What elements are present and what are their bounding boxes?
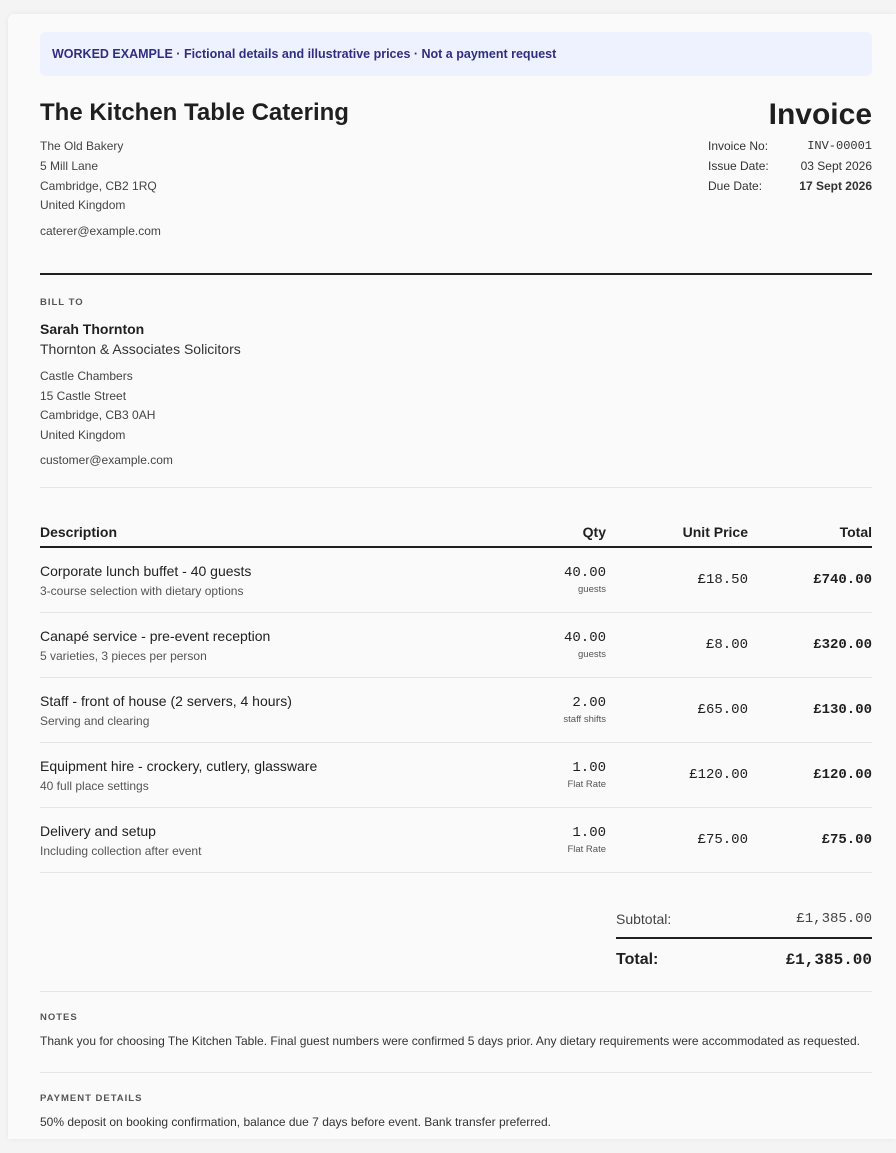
invoice-header (40, 98, 872, 273)
item-unit: Flat Rate (567, 779, 606, 790)
company-address-line: 5 Mill Lane (40, 158, 99, 173)
item-unit: guests (578, 584, 606, 595)
description-cell (40, 613, 480, 678)
item-unit: Flat Rate (567, 844, 606, 855)
table-row (40, 547, 872, 613)
company-address-line: Cambridge, CB2 1RQ (40, 178, 157, 193)
totals-section (40, 873, 872, 991)
table-row (40, 613, 872, 678)
item-subtitle: 5 varieties, 3 pieces per person (40, 649, 207, 663)
customer-address-line: Castle Chambers (40, 369, 133, 383)
item-total: £75.00 (748, 808, 872, 873)
qty-cell (480, 743, 606, 808)
notes-section (40, 992, 872, 1072)
customer-name: Sarah Thornton (40, 321, 145, 337)
invoice-page (8, 14, 896, 1139)
description-header: Description (40, 514, 480, 547)
item-total: £740.00 (748, 547, 872, 613)
total-label: Total: (616, 951, 659, 968)
description-cell (40, 678, 480, 743)
total-header: Total (748, 514, 872, 547)
invoice-title: Invoice (768, 98, 872, 131)
subtotal-label: Subtotal: (616, 911, 672, 927)
qty-header: Qty (480, 514, 606, 547)
customer-address-line: 15 Castle Street (40, 388, 127, 403)
item-title: Equipment hire - crockery, cutlery, glassware (40, 758, 318, 774)
item-subtitle: 40 full place settings (40, 779, 149, 793)
item-unit-price: £75.00 (606, 808, 748, 873)
item-qty: 1.00 (572, 825, 606, 841)
item-qty: 40.00 (563, 565, 606, 581)
customer-address (40, 367, 155, 445)
payment-details-text: 50% deposit on booking confirmation, balance due 7 days before event. Bank transfer preferred. (40, 1115, 551, 1129)
notes-label: NOTES (40, 1012, 78, 1023)
invoice-number-label: Invoice No: (708, 139, 769, 153)
item-qty: 2.00 (572, 695, 606, 711)
company-address-line: United Kingdom (40, 198, 126, 213)
customer-address-line: Cambridge, CB3 0AH (40, 408, 156, 422)
bill-to-label: BILL TO (40, 297, 84, 308)
table-header-row (40, 514, 872, 547)
item-title: Canapé service - pre-event reception (40, 628, 271, 644)
item-unit-price: £65.00 (606, 678, 748, 743)
qty-cell (480, 678, 606, 743)
due-date: 17 Sept 2026 (799, 179, 872, 193)
item-unit: guests (578, 649, 606, 660)
item-unit-price: £8.00 (606, 613, 748, 678)
qty-cell (480, 613, 606, 678)
company-email: caterer@example.com (40, 224, 161, 238)
customer-company: Thornton & Associates Solicitors (40, 341, 241, 357)
worked-example-banner: WORKED EXAMPLE · Fictional details and illustrative prices · Not a payment request (40, 32, 872, 76)
item-title: Corporate lunch buffet - 40 guests (40, 563, 252, 579)
table-row (40, 678, 872, 743)
customer-email: customer@example.com (40, 453, 173, 467)
payment-details-label: PAYMENT DETAILS (40, 1093, 143, 1104)
company-address (40, 137, 157, 216)
total-value: £1,385.00 (785, 951, 872, 969)
bill-to-divider (40, 487, 872, 488)
issue-date-label: Issue Date: (708, 159, 769, 173)
item-subtitle: Including collection after event (40, 844, 202, 858)
invoice-meta (708, 136, 872, 196)
payment-details-section (40, 1073, 872, 1153)
issue-date: 03 Sept 2026 (800, 159, 872, 173)
table-row (40, 808, 872, 873)
unit-price-header: Unit Price (606, 514, 748, 547)
description-cell (40, 743, 480, 808)
subtotal-value: £1,385.00 (796, 911, 872, 927)
item-subtitle: 3-course selection with dietary options (40, 584, 244, 598)
subtotal-row (616, 911, 872, 937)
qty-cell (480, 547, 606, 613)
item-qty: 40.00 (563, 630, 606, 646)
item-unit: staff shifts (563, 714, 606, 725)
item-total: £130.00 (748, 678, 872, 743)
description-cell (40, 547, 480, 613)
line-items-table (40, 514, 872, 873)
description-cell (40, 808, 480, 873)
item-title: Delivery and setup (40, 823, 156, 839)
company-address-line: The Old Bakery (40, 139, 124, 153)
item-total: £320.00 (748, 613, 872, 678)
item-total: £120.00 (748, 743, 872, 808)
company-name: The Kitchen Table Catering (40, 99, 349, 126)
qty-cell (480, 808, 606, 873)
invoice-content (40, 32, 872, 1153)
due-date-label: Due Date: (708, 179, 763, 193)
item-subtitle: Serving and clearing (40, 714, 150, 728)
due-date-row (708, 176, 872, 196)
table-row (40, 743, 872, 808)
issue-date-row (708, 156, 872, 176)
total-row (616, 937, 872, 981)
notes-text: Thank you for choosing The Kitchen Table. Final guest numbers were confirmed 5 days prior. Any dietary requirements were accommodated as requested. (40, 1034, 860, 1048)
item-unit-price: £120.00 (606, 743, 748, 808)
invoice-number: INV-00001 (807, 139, 872, 153)
item-unit-price: £18.50 (606, 547, 748, 613)
customer-address-line: United Kingdom (40, 427, 126, 442)
item-title: Staff - front of house (2 servers, 4 hours) (40, 693, 292, 709)
invoice-number-row (708, 136, 872, 156)
bill-to-section (40, 275, 872, 487)
item-qty: 1.00 (572, 760, 606, 776)
